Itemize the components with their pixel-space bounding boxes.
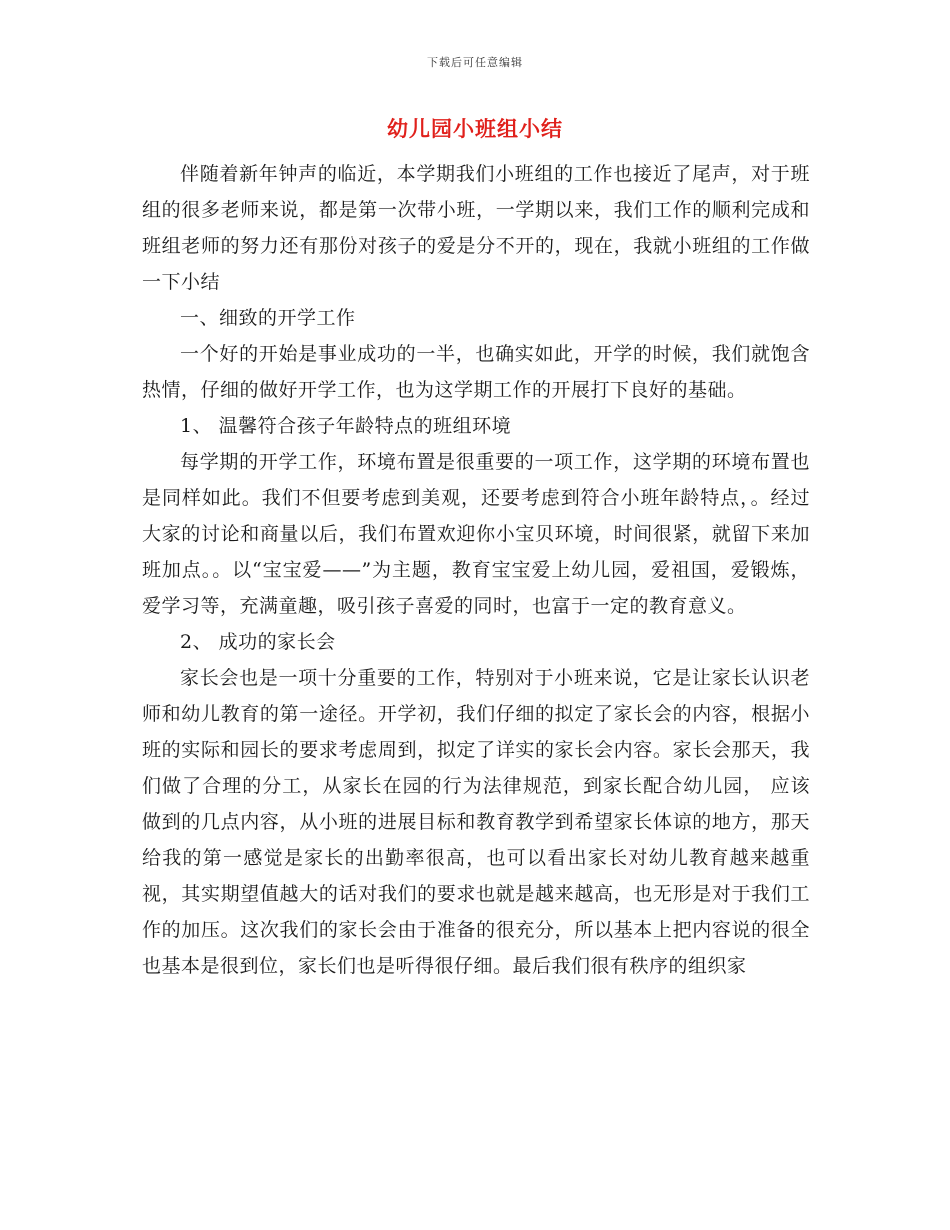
document-title: 幼儿园小班组小结 (387, 116, 563, 141)
subheading-environment: 1、 温馨符合孩子年龄特点的班组环境 (180, 415, 512, 437)
paragraph-intro: 伴随着新年钟声的临近，本学期我们小班组的工作也接近了尾声，对于班组的很多老师来说，都是第一次带小班，一学期以来，我们工作的顺利完成和班组老师的努力还有那份对孩子的爱是分不开的，现在，我就小班组的工作做一下小结 (142, 163, 810, 293)
paragraph-opening-work: 一个好的开始是事业成功的一半，也确实如此，开学的时候，我们就饱含热情，仔细的做好开学工作，也为这学期工作的开展打下良好的基础。 (142, 343, 810, 401)
paragraph-parent-meeting: 家长会也是一项十分重要的工作，特别对于小班来说，它是让家长认识老师和幼儿教育的第一途径。开学初，我们仔细的拟定了家长会的内容，根据小班的实际和园长的要求考虑周到，拟定了详实的家长会内容。家长会那天，我们做了合理的分工，从家长在园的行为法律规范，到家长配合幼儿园， 应该做到的几点内容，从小班的进展目标和教育教学到希望家长体谅的地方，那天给我的第一感觉是家长的出勤率很高，也可以看出家长对幼儿教育越来越重视，其实期望值越大的话对我们的要求也就是越来越高，也无形是对于我们工作的加压。这次我们的家长会由于准备的很充分，所以基本上把内容说的很全也基本是很到位，家长们也是听得很仔细。最后我们很有秩序的组织家 (142, 667, 810, 977)
subheading-parent-meeting: 2、 成功的家长会 (180, 631, 336, 653)
page-header-note: 下载后可任意编辑 (427, 56, 523, 69)
paragraph-environment: 每学期的开学工作，环境布置是很重要的一项工作，这学期的环境布置也是同样如此。我们不但要考虑到美观，还要考虑到符合小班年龄特点，。经过大家的讨论和商量以后，我们布置欢迎你小宝贝环境，时间很紧，就留下来加班加点。。以“宝宝爱——”为主题，教育宝宝爱上幼儿园，爱祖国，爱锻炼，爱学习等，充满童趣，吸引孩子喜爱的同时，也富于一定的教育意义。 (142, 451, 810, 617)
section-heading-1: 一、细致的开学工作 (180, 307, 356, 329)
document-body (142, 156, 810, 984)
